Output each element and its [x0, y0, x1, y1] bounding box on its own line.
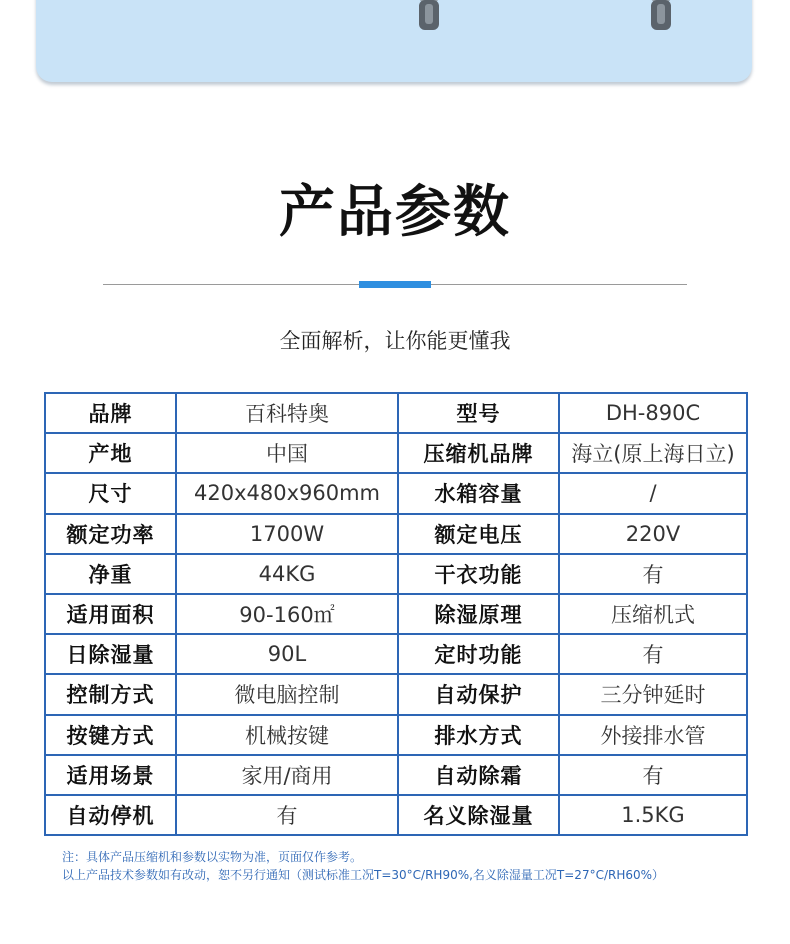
spec-value: 外接排水管 — [559, 715, 747, 755]
spec-row — [45, 634, 747, 674]
spec-row — [45, 755, 747, 795]
spec-label: 排水方式 — [398, 715, 559, 755]
spec-label: 净重 — [45, 554, 176, 594]
spec-label: 定时功能 — [398, 634, 559, 674]
footnote-disclaimer: 注：具体产品压缩机和参数以实物为准，页面仅作参考。 — [62, 850, 363, 864]
spec-label: 型号 — [398, 393, 559, 433]
product-image-banner — [36, 0, 752, 82]
spec-label: 名义除湿量 — [398, 795, 559, 835]
spec-label: 产地 — [45, 433, 176, 473]
spec-value: 有 — [176, 795, 398, 835]
spec-row — [45, 393, 747, 433]
spec-value: 三分钟延时 — [559, 674, 747, 714]
spec-value: 1700W — [176, 514, 398, 554]
spec-value: 44KG — [176, 554, 398, 594]
spec-value: 微电脑控制 — [176, 674, 398, 714]
spec-row — [45, 473, 747, 513]
spec-value: 有 — [559, 634, 747, 674]
spec-value: 中国 — [176, 433, 398, 473]
spec-value: 90-160㎡ — [176, 594, 398, 634]
spec-label: 自动保护 — [398, 674, 559, 714]
spec-label: 自动停机 — [45, 795, 176, 835]
spec-value: 压缩机式 — [559, 594, 747, 634]
spec-label: 尺寸 — [45, 473, 176, 513]
spec-label: 日除湿量 — [45, 634, 176, 674]
spec-row — [45, 715, 747, 755]
spec-label: 额定电压 — [398, 514, 559, 554]
spec-label: 适用面积 — [45, 594, 176, 634]
spec-row — [45, 594, 747, 634]
page-title: 产品参数 — [279, 180, 511, 245]
spec-value: 海立(原上海日立) — [559, 433, 747, 473]
spec-label: 控制方式 — [45, 674, 176, 714]
spec-value: 机械按键 — [176, 715, 398, 755]
spec-label: 压缩机品牌 — [398, 433, 559, 473]
spec-value: / — [559, 473, 747, 513]
spec-value: 家用/商用 — [176, 755, 398, 795]
spec-value: 420x480x960mm — [176, 473, 398, 513]
spec-label: 额定功率 — [45, 514, 176, 554]
title-divider-accent — [359, 281, 431, 288]
spec-label: 除湿原理 — [398, 594, 559, 634]
spec-label: 按键方式 — [45, 715, 176, 755]
spec-label: 水箱容量 — [398, 473, 559, 513]
spec-row — [45, 674, 747, 714]
spec-value: 220V — [559, 514, 747, 554]
spec-label: 自动除霜 — [398, 755, 559, 795]
spec-row — [45, 554, 747, 594]
spec-value: 1.5KG — [559, 795, 747, 835]
spec-table — [44, 392, 748, 836]
spec-value: DH-890C — [559, 393, 747, 433]
spec-value: 百科特奥 — [176, 393, 398, 433]
spec-row — [45, 795, 747, 835]
spec-value: 有 — [559, 755, 747, 795]
spec-row — [45, 433, 747, 473]
spec-value: 有 — [559, 554, 747, 594]
spec-label: 适用场景 — [45, 755, 176, 795]
page-subtitle: 全面解析，让你能更懂我 — [279, 329, 511, 353]
footnote-test-conditions: 以上产品技术参数如有改动，恕不另行通知（测试标准工况T=30°C/RH90%,名义除湿量工况T=27°C/RH60%） — [62, 868, 665, 882]
spec-row — [45, 514, 747, 554]
spec-label: 品牌 — [45, 393, 176, 433]
spec-value: 90L — [176, 634, 398, 674]
spec-label: 干衣功能 — [398, 554, 559, 594]
